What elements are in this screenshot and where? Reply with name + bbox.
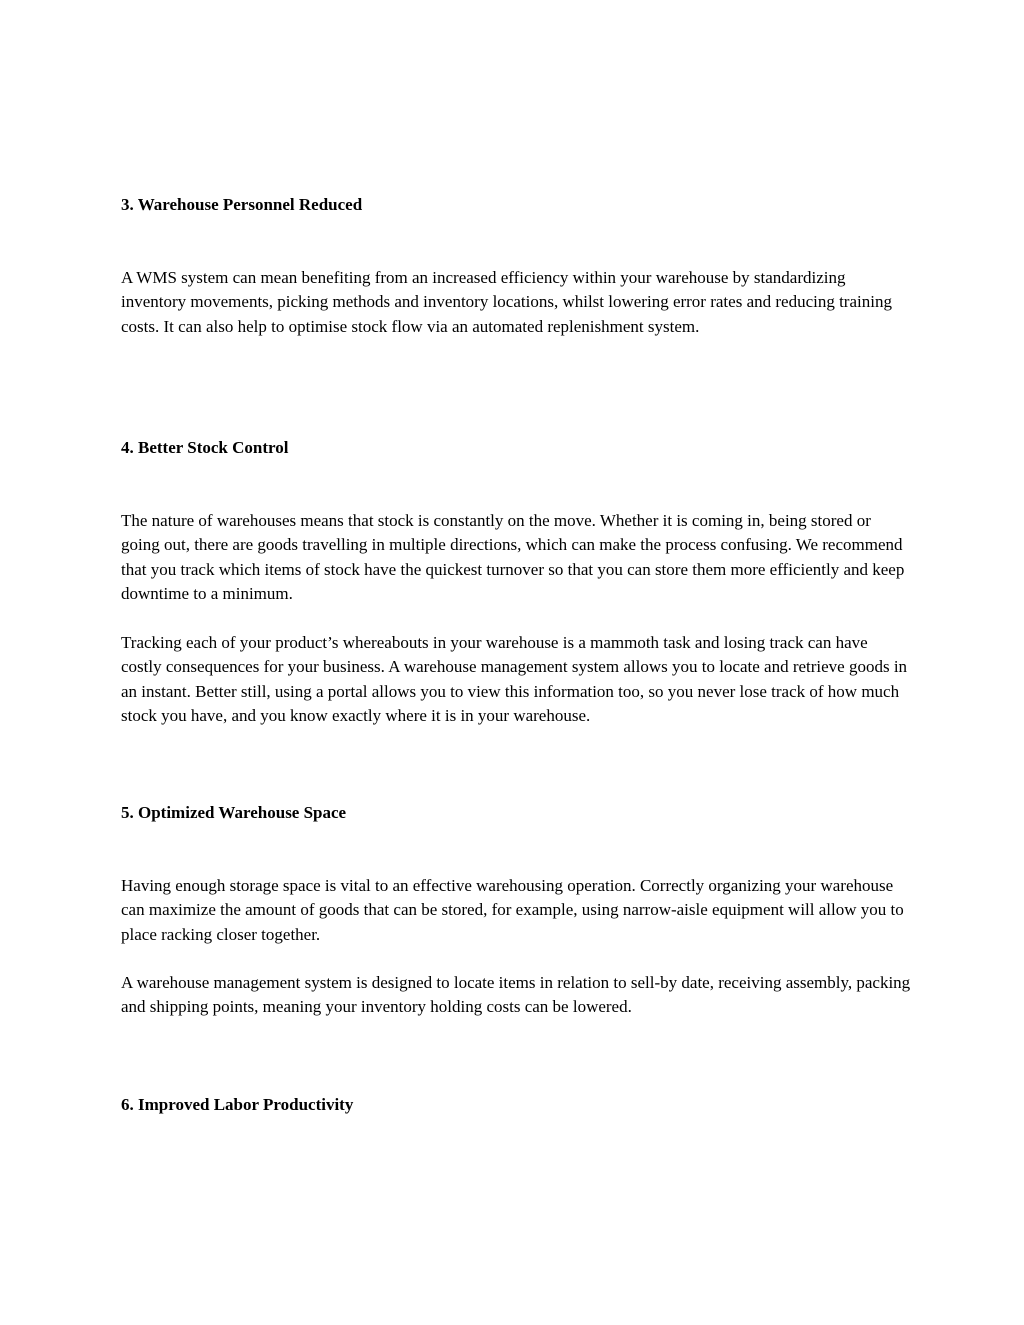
paragraph xyxy=(121,266,911,339)
heading-improved-labor-productivity: 6. Improved Labor Productivity xyxy=(121,1095,354,1114)
paragraph-text: A WMS system can mean benefiting from an increased efficiency within your warehouse by standardizing inventory movements, picking methods and inventory locations, whilst lowering error rates and reducing training costs. It can also help to optimise stock flow via an automated replenishment system. xyxy=(121,268,892,336)
paragraph-text: The nature of warehouses means that stock is constantly on the move. Whether it is coming in, being stored or going out, there are goods travelling in multiple directions, which can make the process confusing. We recommend that you track which items of stock have the quickest turnover so that you can store them more efficiently and keep downtime to a minimum. xyxy=(121,511,905,604)
section-heading xyxy=(121,436,911,460)
section-heading xyxy=(121,1093,911,1117)
heading-optimized-warehouse-space: 5. Optimized Warehouse Space xyxy=(121,803,347,822)
paragraph-text: Having enough storage space is vital to an effective warehousing operation. Correctly organizing your warehouse can maximize the amount of goods that can be stored, for example, using narrow-aisle equipment will allow you to place racking closer together. xyxy=(121,876,904,944)
paragraph xyxy=(121,874,911,947)
paragraph xyxy=(121,631,911,729)
paragraph xyxy=(121,971,911,1020)
paragraph-text: A warehouse management system is designed to locate items in relation to sell-by date, receiving assembly, packing and shipping points, meaning your inventory holding costs can be lowered. xyxy=(121,973,911,1017)
heading-better-stock-control: 4. Better Stock Control xyxy=(121,438,289,457)
section-heading xyxy=(121,801,911,825)
heading-warehouse-personnel-reduced: 3. Warehouse Personnel Reduced xyxy=(121,195,363,214)
section-heading xyxy=(121,193,911,217)
paragraph xyxy=(121,509,911,607)
paragraph-text: Tracking each of your product’s whereabouts in your warehouse is a mammoth task and losing track can have costly consequences for your business. A warehouse management system allows you to locate and retrieve goods in an instant. Better still, using a portal allows you to view this information too, so you never lose track of how much stock you have, and you know exactly where it is in your warehouse. xyxy=(121,633,908,726)
